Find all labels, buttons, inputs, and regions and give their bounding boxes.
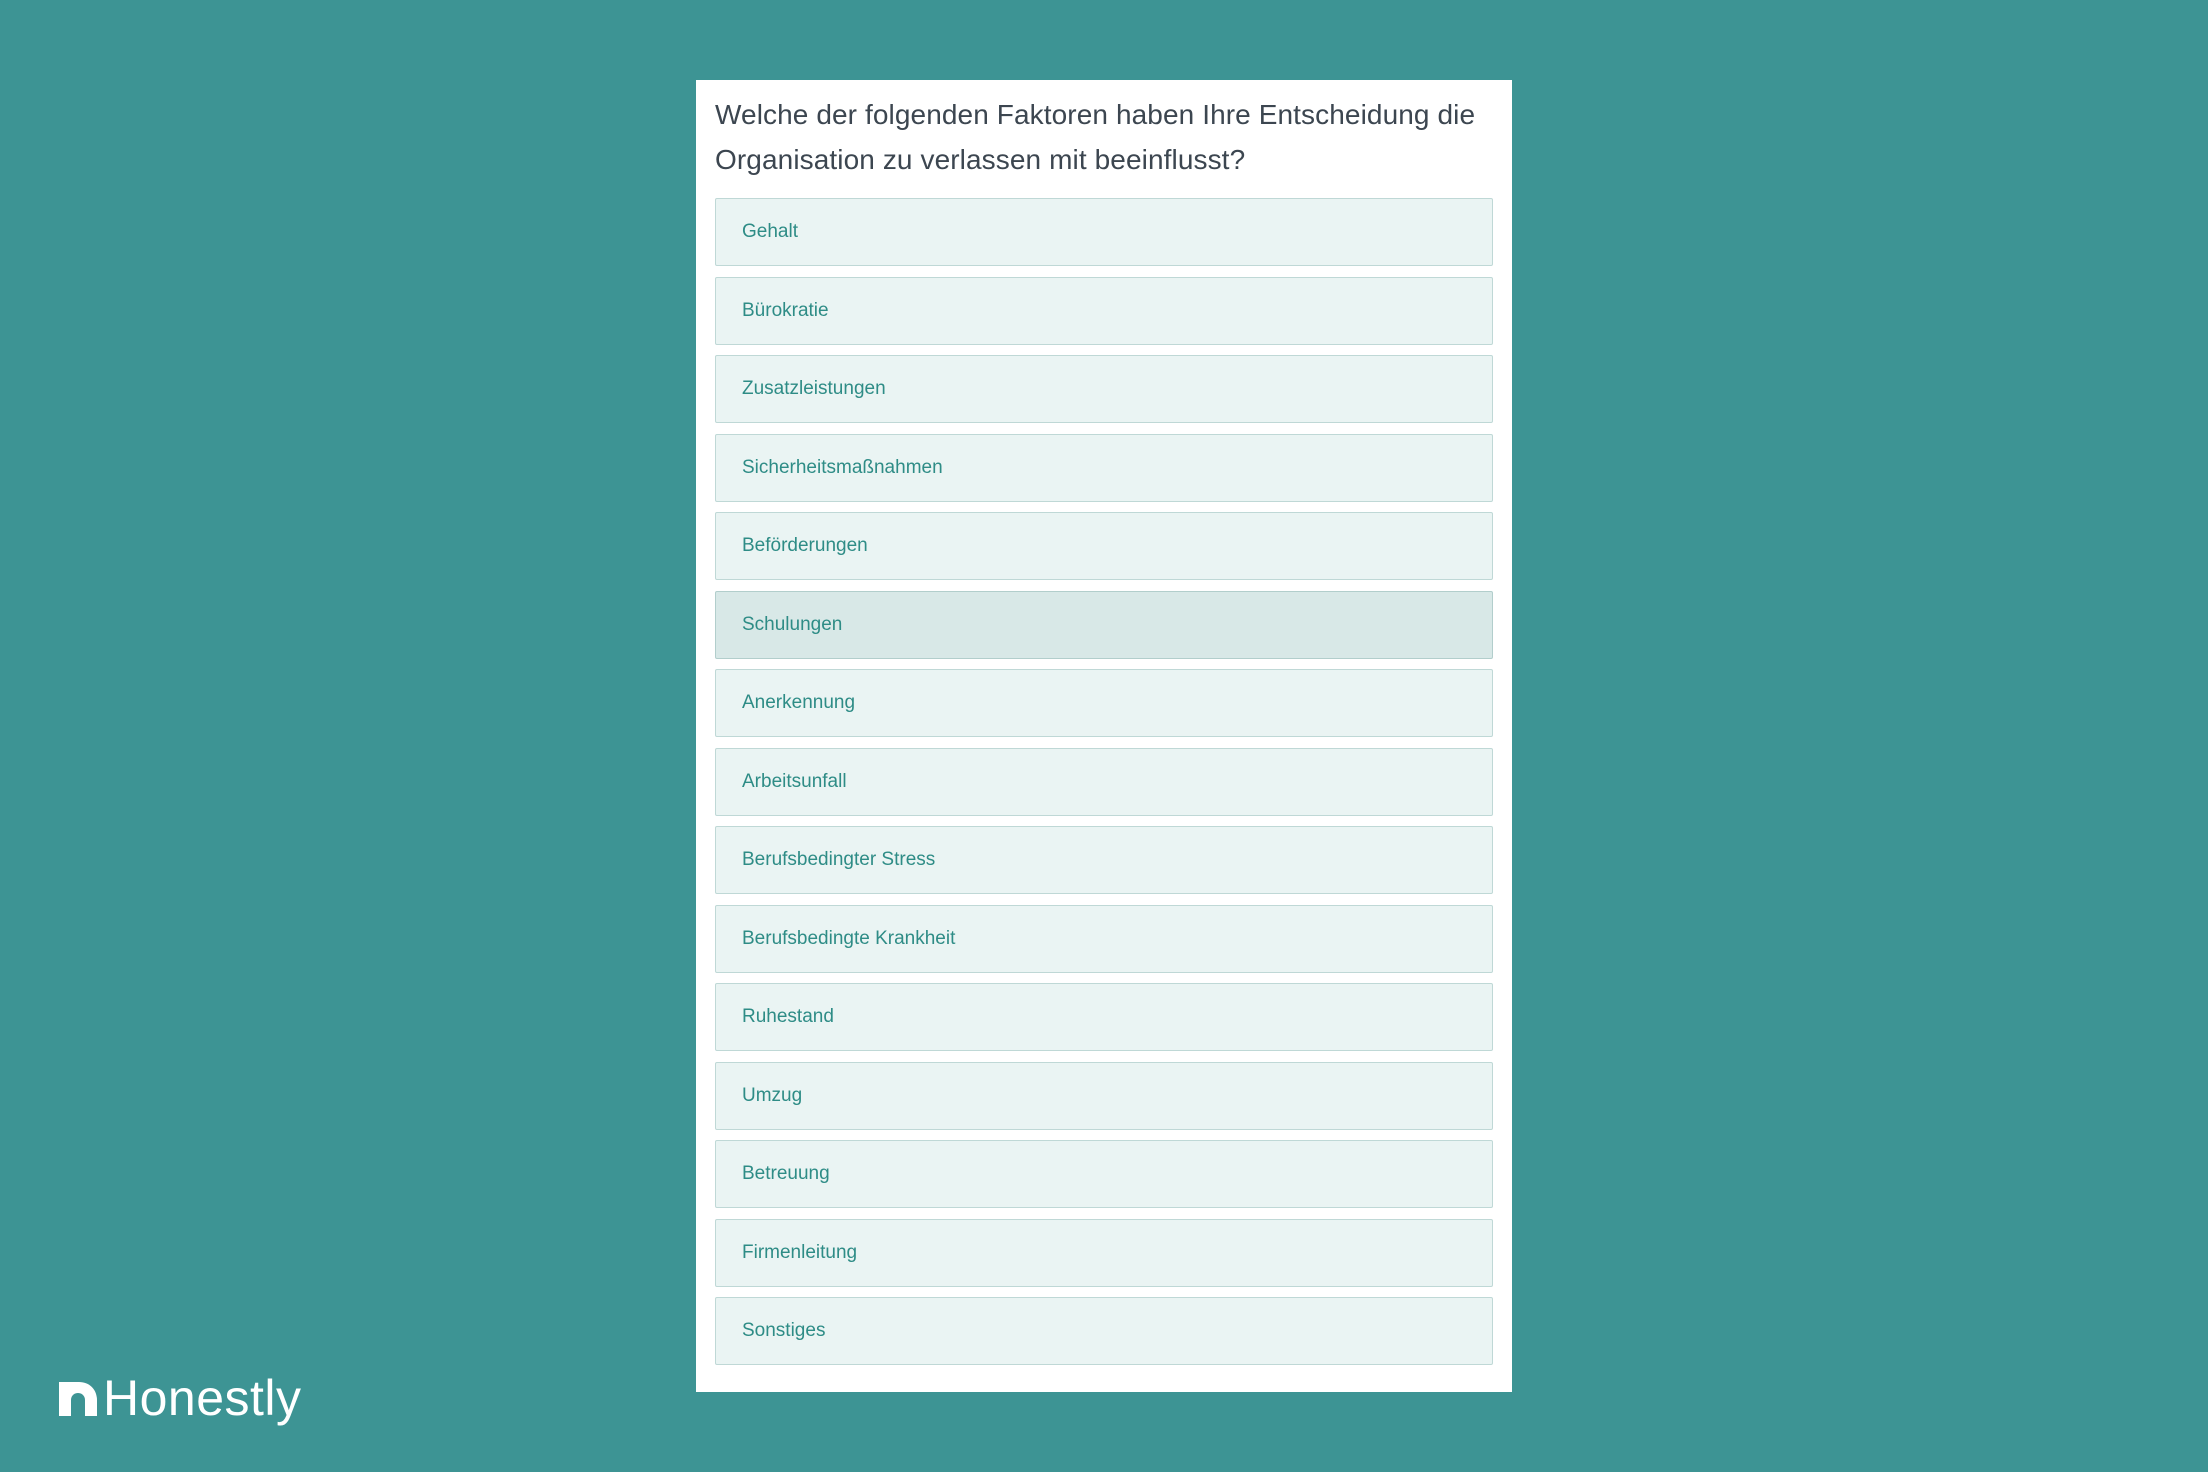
question-title (715, 80, 1493, 182)
option-label: Berufsbedingte Krankheit (742, 927, 956, 949)
option-gehalt[interactable] (715, 198, 1493, 266)
option-firmenleitung[interactable] (715, 1219, 1493, 1287)
survey-card (696, 80, 1512, 1392)
option-ruhestand[interactable] (715, 983, 1493, 1051)
option-label: Ruhestand (742, 1006, 834, 1027)
brand-logo (55, 1370, 302, 1426)
brand-name: Honestly (103, 1370, 302, 1426)
option-label: Berufsbedingter Stress (742, 849, 936, 870)
option-label: Gehalt (742, 221, 798, 242)
option-label: Sonstiges (742, 1320, 826, 1341)
option-sicherheitsmassnahmen[interactable] (715, 434, 1493, 502)
option-sonstiges[interactable] (715, 1297, 1493, 1365)
option-label: Arbeitsunfall (742, 770, 847, 792)
option-betreuung[interactable] (715, 1140, 1493, 1208)
option-zusatzleistungen[interactable] (715, 355, 1493, 423)
honestly-logo-icon (55, 1376, 99, 1420)
option-label: Umzug (742, 1084, 803, 1106)
option-label: Zusatzleistungen (742, 378, 886, 399)
option-schulungen[interactable] (715, 591, 1493, 659)
option-umzug[interactable] (715, 1062, 1493, 1130)
option-befoerderungen[interactable] (715, 512, 1493, 580)
option-label: Sicherheitsmaßnahmen (742, 456, 943, 478)
option-label: Betreuung (742, 1163, 830, 1184)
option-arbeitsunfall[interactable] (715, 748, 1493, 816)
option-anerkennung[interactable] (715, 669, 1493, 737)
option-buerokratie[interactable] (715, 277, 1493, 345)
option-berufsbedingter-stress[interactable] (715, 826, 1493, 894)
question-line-1: Welche der folgenden Faktoren haben Ihre Entscheidung die (715, 99, 1476, 130)
question-line-2: Organisation zu verlassen mit beeinflusst? (715, 144, 1246, 175)
option-label: Beförderungen (742, 535, 868, 556)
option-berufsbedingte-krankheit[interactable] (715, 905, 1493, 973)
option-label: Firmenleitung (742, 1241, 858, 1263)
answer-options-list (715, 198, 1493, 1376)
option-label: Anerkennung (742, 692, 856, 713)
option-label: Schulungen (742, 613, 843, 635)
option-label: Bürokratie (742, 299, 829, 321)
